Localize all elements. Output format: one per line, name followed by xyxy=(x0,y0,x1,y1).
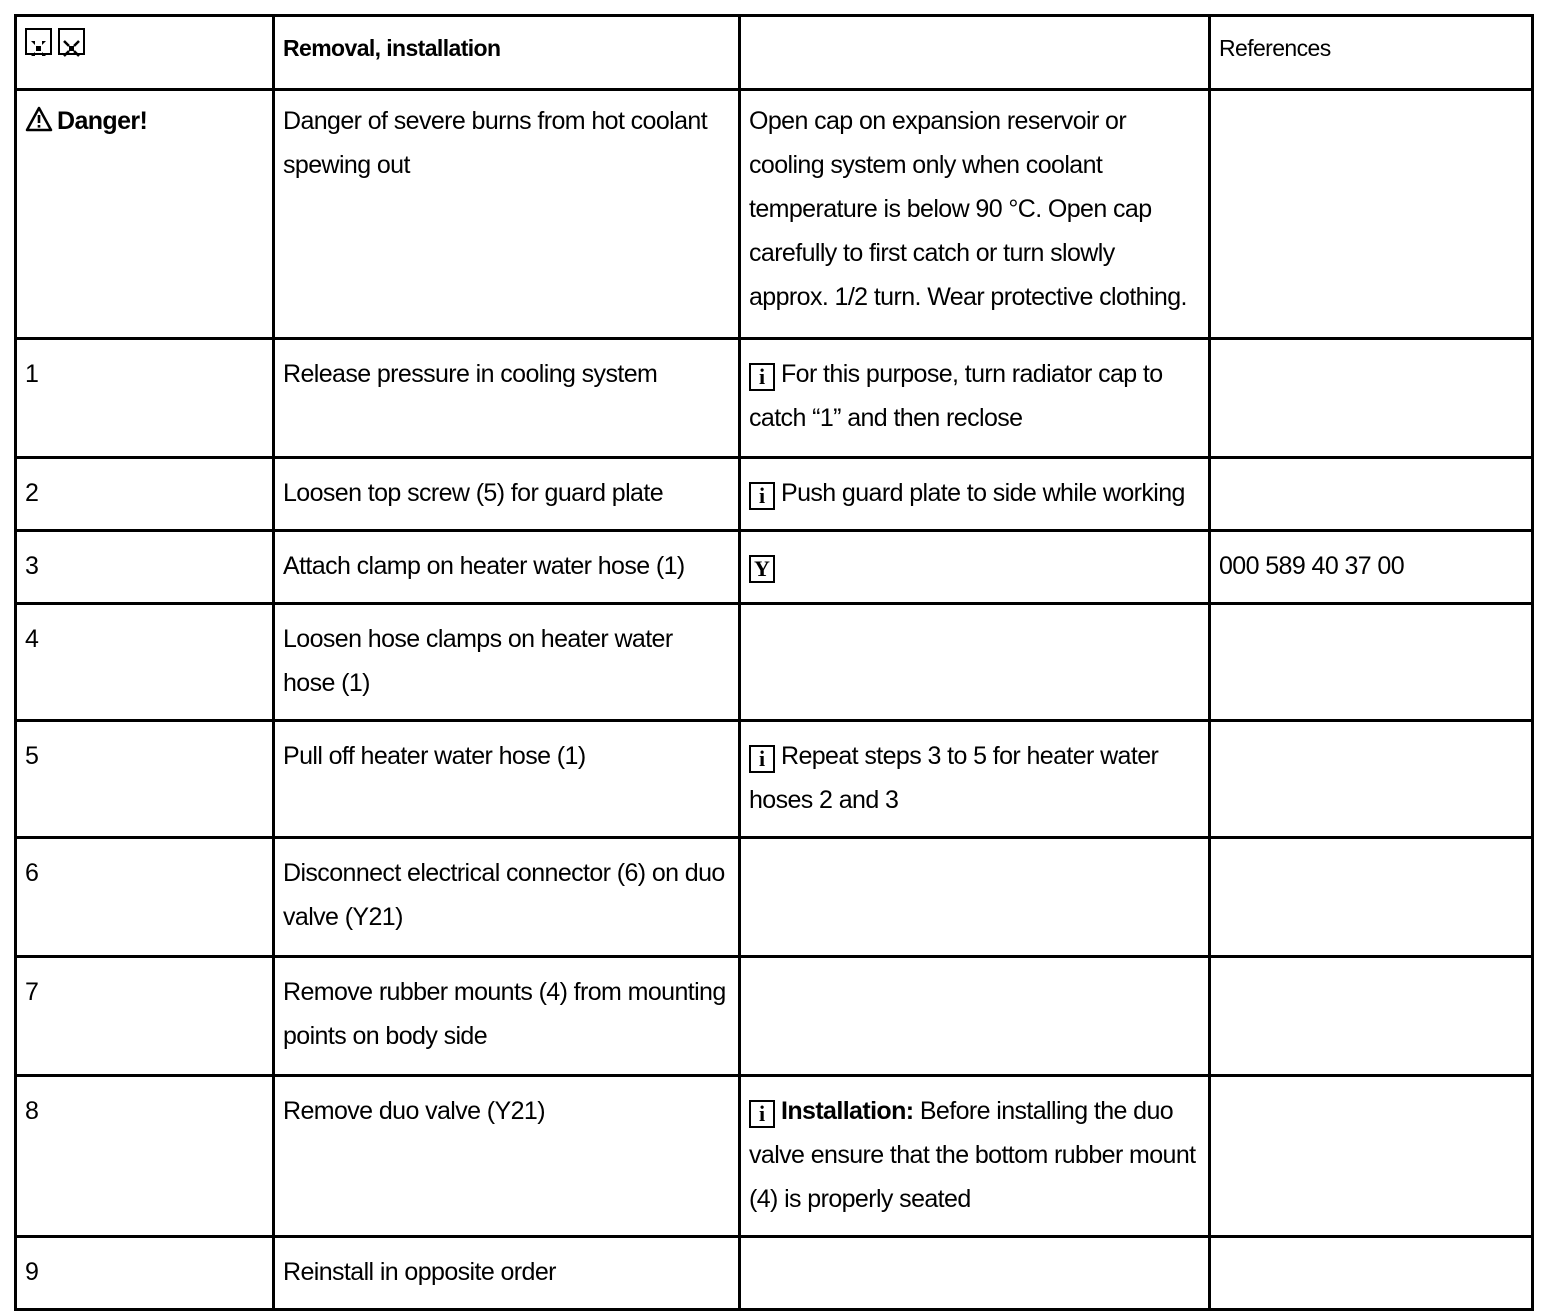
action-text: Attach clamp on heater water hose (1) xyxy=(283,552,685,580)
header-action-cell xyxy=(274,16,740,90)
danger-row xyxy=(16,90,1533,339)
reference-cell xyxy=(1210,604,1533,721)
step-number: 5 xyxy=(25,742,39,770)
step-number: 4 xyxy=(25,625,39,653)
special-tool-icon: Y xyxy=(749,555,775,583)
action-cell xyxy=(274,531,740,604)
action-cell xyxy=(274,604,740,721)
step-cell xyxy=(16,531,274,604)
note-text: For this purpose, turn radiator cap to catch “1” and then reclose xyxy=(749,360,1163,432)
note-text: Push guard plate to side while working xyxy=(781,479,1185,507)
note-cell xyxy=(740,531,1210,604)
step-cell xyxy=(16,957,274,1076)
note-cell xyxy=(740,1076,1210,1237)
reference-cell xyxy=(1210,957,1533,1076)
action-text: Loosen hose clamps on heater water hose (1) xyxy=(283,625,673,697)
reference-cell xyxy=(1210,531,1533,604)
danger-label-cell xyxy=(16,90,274,339)
table-row xyxy=(16,604,1533,721)
step-number: 6 xyxy=(25,859,39,887)
table-row xyxy=(16,957,1533,1076)
danger-reference-cell xyxy=(1210,90,1533,339)
reference-text: 000 589 40 37 00 xyxy=(1219,552,1405,580)
info-icon: i xyxy=(749,1100,775,1128)
action-cell xyxy=(274,339,740,458)
step-cell xyxy=(16,1237,274,1310)
step-number: 2 xyxy=(25,479,39,507)
note-cell xyxy=(740,604,1210,721)
action-text: Remove rubber mounts (4) from mounting points on body side xyxy=(283,978,726,1050)
action-cell xyxy=(274,721,740,838)
action-text: Disconnect electrical connector (6) on duo valve (Y21) xyxy=(283,859,725,931)
action-text: Release pressure in cooling system xyxy=(283,360,658,388)
header-icons-cell xyxy=(16,16,274,90)
car-front-icon xyxy=(25,28,52,55)
reference-cell xyxy=(1210,721,1533,838)
table-row xyxy=(16,458,1533,531)
danger-note-cell xyxy=(740,90,1210,339)
note-text: Repeat steps 3 to 5 for heater water hoses 2 and 3 xyxy=(749,742,1159,814)
reference-cell xyxy=(1210,1076,1533,1237)
table-row xyxy=(16,721,1533,838)
info-icon: i xyxy=(749,482,775,510)
info-icon: i xyxy=(749,363,775,391)
table-row xyxy=(16,1076,1533,1237)
note-cell xyxy=(740,1237,1210,1310)
header-references-cell xyxy=(1210,16,1533,90)
table-row xyxy=(16,1237,1533,1310)
note-cell xyxy=(740,721,1210,838)
step-number: 3 xyxy=(25,552,39,580)
reference-cell xyxy=(1210,838,1533,957)
action-cell xyxy=(274,957,740,1076)
note-cell xyxy=(740,339,1210,458)
action-text: Reinstall in opposite order xyxy=(283,1258,556,1286)
action-text: Remove duo valve (Y21) xyxy=(283,1097,545,1125)
step-cell xyxy=(16,604,274,721)
action-text: Loosen top screw (5) for guard plate xyxy=(283,479,664,507)
procedure-table xyxy=(14,14,1534,1311)
step-number: 7 xyxy=(25,978,39,1006)
step-cell xyxy=(16,1076,274,1237)
step-cell xyxy=(16,838,274,957)
step-cell xyxy=(16,458,274,531)
note-text: Before installing the duo valve ensure that the bottom rubber mount (4) is properly seated xyxy=(749,1097,1196,1213)
action-title: Removal, installation xyxy=(283,35,501,61)
table-row xyxy=(16,531,1533,604)
action-cell xyxy=(274,838,740,957)
table-row xyxy=(16,838,1533,957)
step-number: 9 xyxy=(25,1258,39,1286)
header-note-cell xyxy=(740,16,1210,90)
danger-action: Danger of severe burns from hot coolant spewing out xyxy=(283,107,708,179)
step-number: 1 xyxy=(25,360,39,388)
action-cell xyxy=(274,458,740,531)
header-row xyxy=(16,16,1533,90)
table-row xyxy=(16,339,1533,458)
note-cell xyxy=(740,838,1210,957)
car-rear-icon xyxy=(58,28,85,55)
info-icon: i xyxy=(749,745,775,773)
note-cell xyxy=(740,957,1210,1076)
danger-action-cell xyxy=(274,90,740,339)
reference-cell xyxy=(1210,458,1533,531)
step-number: 8 xyxy=(25,1097,39,1125)
note-bold-prefix: Installation: xyxy=(781,1097,914,1125)
danger-label: Danger! xyxy=(57,107,148,135)
danger-note: Open cap on expansion reservoir or cooling system only when coolant temperature is below 90 °C. Open cap carefully to first catch or turn slowly approx. 1/2 turn. Wear protective clothing. xyxy=(749,107,1187,311)
step-cell xyxy=(16,721,274,838)
note-cell xyxy=(740,458,1210,531)
warning-triangle-icon xyxy=(25,106,53,132)
action-cell xyxy=(274,1076,740,1237)
reference-cell xyxy=(1210,339,1533,458)
reference-cell xyxy=(1210,1237,1533,1310)
action-cell xyxy=(274,1237,740,1310)
action-text: Pull off heater water hose (1) xyxy=(283,742,586,770)
references-title: References xyxy=(1219,35,1331,61)
step-cell xyxy=(16,339,274,458)
